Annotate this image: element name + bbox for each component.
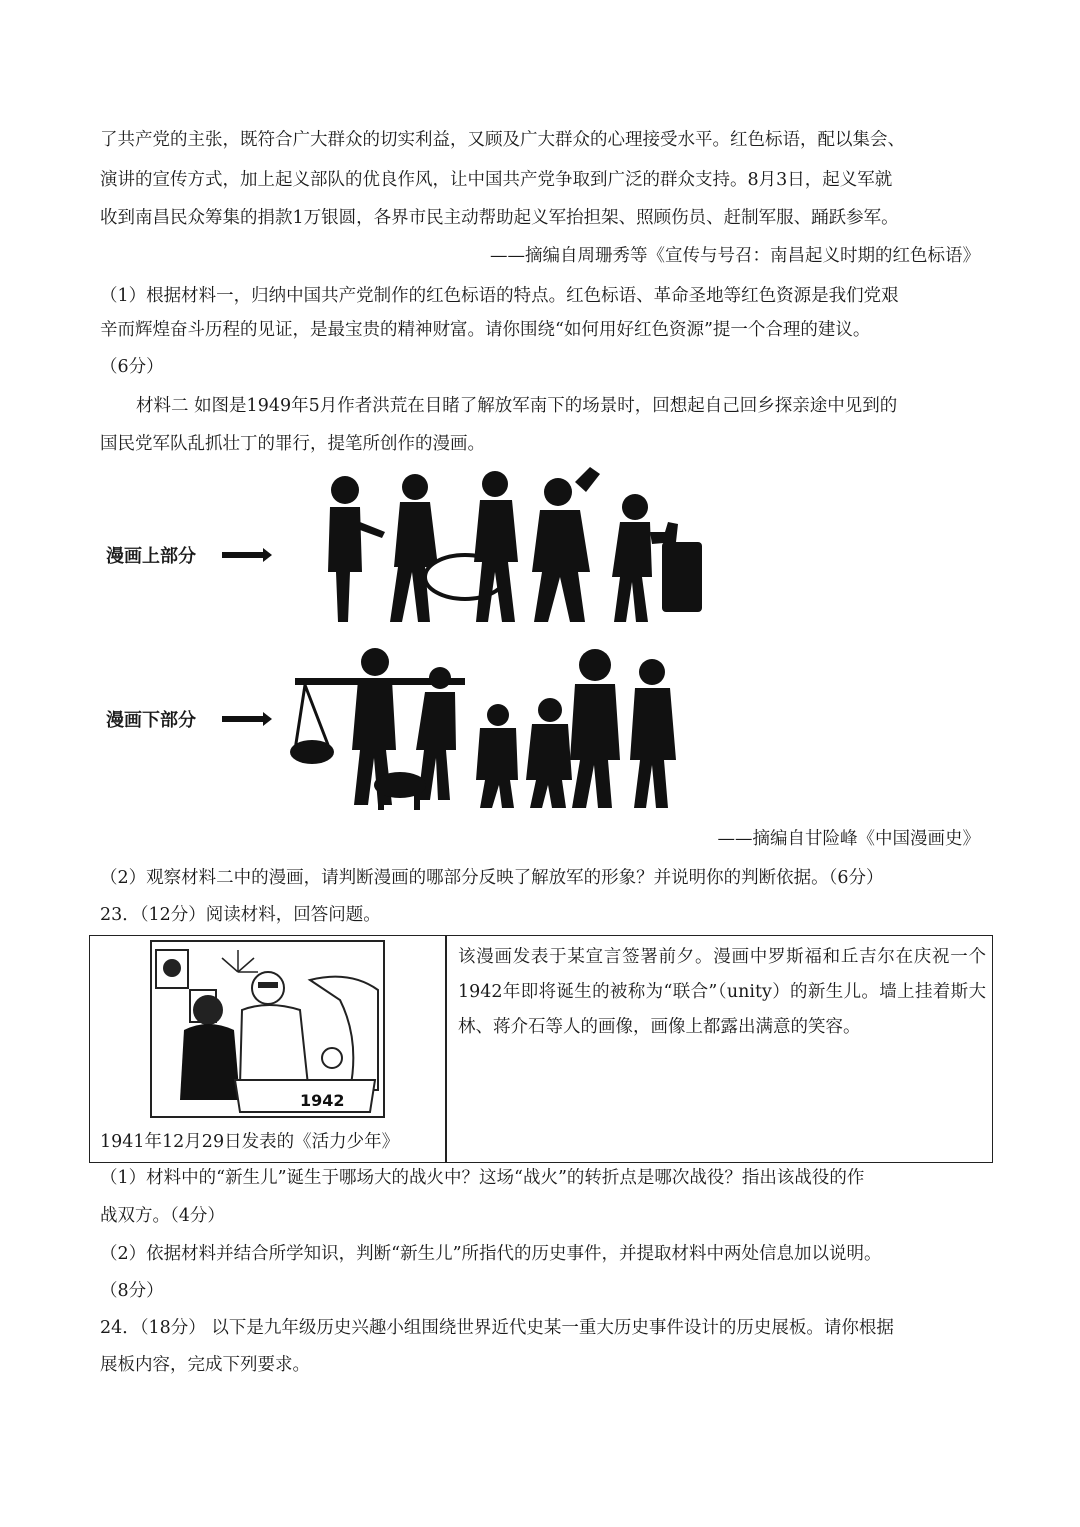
arrow-right-icon xyxy=(222,552,264,558)
cartoon-newborn-image xyxy=(150,940,385,1118)
image-caption: 1941年12月29日发表的《活力少年》 xyxy=(100,1132,400,1152)
question-line: （2）依据材料并结合所学知识，判断“新生儿”所指代的历史事件，并提取材料中两处信息加以说明。 xyxy=(100,1244,882,1264)
material-two-line: 国民党军队乱抓壮丁的罪行，提笔所创作的漫画。 xyxy=(100,434,485,454)
material-two-line: 材料二 如图是1949年5月作者洪荒在目睹了解放军南下的场景时，回想起自己回乡探亲途中见到的 xyxy=(136,396,898,416)
arrow-right-icon xyxy=(222,716,264,722)
cartoon-upper-panel xyxy=(290,462,710,632)
table-description: 该漫画发表于某宣言签署前夕。漫画中罗斯福和丘吉尔在庆祝一个1942年即将诞生的被称为“联合”（unity）的新生儿。墙上挂着斯大林、蒋介石等人的画像，画像上都露出满意的笑容。 xyxy=(458,947,986,1037)
source-citation: ——摘编自周珊秀等《宣传与号召：南昌起义时期的红色标语》 xyxy=(490,246,980,266)
paragraph-line: 收到南昌民众筹集的捐款1万银圆，各界市民主动帮助起义军抬担架、照顾伤员、赶制军服、踊跃参军。 xyxy=(100,208,899,228)
table-divider xyxy=(445,936,447,1162)
question-line: （2）观察材料二中的漫画，请判断漫画的哪部分反映了解放军的形象？并说明你的判断依据。（6分） xyxy=(100,868,884,888)
question-line: （1）材料中的“新生儿”诞生于哪场大的战火中？这场“战火”的转折点是哪次战役？指出该战役的作 xyxy=(100,1168,865,1188)
paragraph-line: 演讲的宣传方式，加上起义部队的优良作风，让中国共产党争取到广泛的群众支持。8月3日，起义军就 xyxy=(100,170,893,190)
cartoon-lower-panel xyxy=(290,640,710,815)
paragraph-line: 了共产党的主张，既符合广大群众的切实利益，又顾及广大群众的心理接受水平。红色标语，配以集会、 xyxy=(100,130,905,150)
question-line: 展板内容，完成下列要求。 xyxy=(100,1355,310,1375)
cake-label: 1942 xyxy=(300,1091,345,1110)
cartoon-upper-label: 漫画上部分 xyxy=(106,546,196,567)
question-line: 辛而辉煌奋斗历程的见证，是最宝贵的精神财富。请你围绕“如何用好红色资源”提一个合理的建议。 xyxy=(100,320,871,340)
question-line: （1）根据材料一，归纳中国共产党制作的红色标语的特点。红色标语、革命圣地等红色资源是我们党艰 xyxy=(100,286,899,306)
question-number-24: 24．（18分） 以下是九年级历史兴趣小组围绕世界近代史某一重大历史事件设计的历史展板。请你根据 xyxy=(100,1318,894,1338)
material-table xyxy=(89,935,993,1163)
source-citation: ——摘编自甘险峰《中国漫画史》 xyxy=(717,829,980,849)
question-line: 战双方。（4分） xyxy=(100,1206,225,1226)
question-line: （8分） xyxy=(100,1281,164,1301)
question-line: （6分） xyxy=(100,357,164,377)
cartoon-lower-label: 漫画下部分 xyxy=(106,710,196,731)
question-number-23: 23．（12分）阅读材料，回答问题。 xyxy=(100,905,381,925)
